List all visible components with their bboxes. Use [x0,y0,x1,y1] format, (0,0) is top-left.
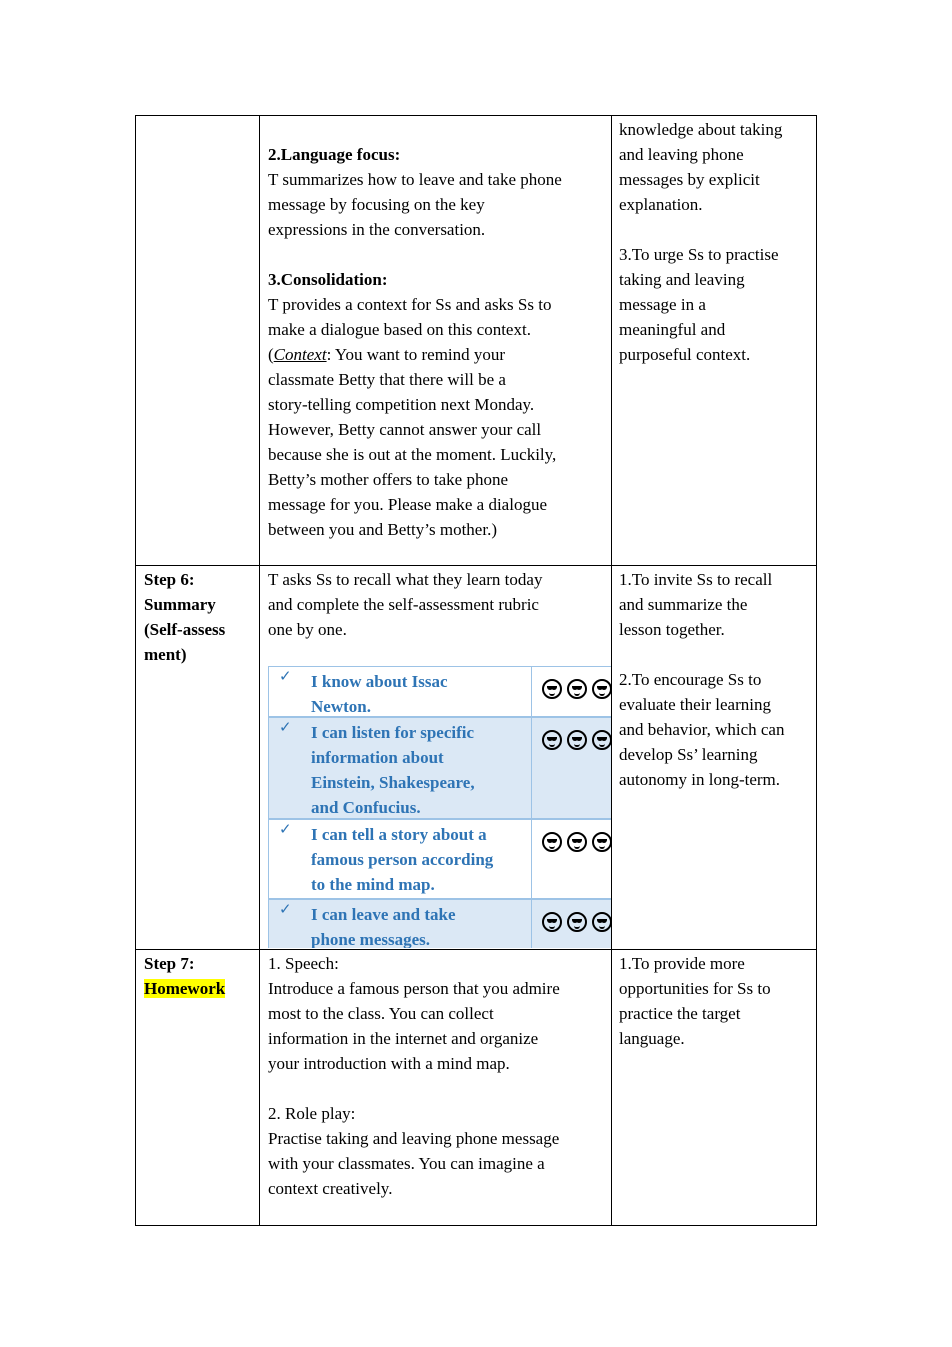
text-line: make a dialogue based on this context. [268,320,531,339]
rubric-statement [311,669,526,719]
step6-label [144,567,254,667]
sunglasses-face-icon[interactable] [542,832,562,852]
rubric-line: to the mind map. [311,875,435,894]
purpose-cell-row1 [619,117,811,367]
context-word: Context [273,345,327,364]
sunglasses-face-icon[interactable] [542,730,562,750]
rating-faces [542,679,611,699]
text-line: Practise taking and leaving phone message [268,1129,560,1148]
check-icon: ✓ [279,718,292,736]
step-title: Step 7: [144,954,195,973]
language-focus-heading: 2.Language focus: [268,145,401,164]
sunglasses-face-icon[interactable] [592,832,611,852]
text-line: 1.To provide more [619,954,745,973]
text-line: message for you. Please make a dialogue [268,495,547,514]
step7-label [144,951,254,1001]
text-line: because she is out at the moment. Luckily, [268,445,557,464]
rubric-row [268,666,611,717]
paren: ( [268,345,274,364]
rubric-statement [311,902,526,948]
rubric-line: I can tell a story about a [311,825,487,844]
text-line: between you and Betty’s mother.) [268,520,497,539]
sunglasses-face-icon[interactable] [592,679,611,699]
purpose-cell-row2 [619,567,811,792]
text-line: purposeful context. [619,345,751,364]
text-line: your introduction with a mind map. [268,1054,510,1073]
column-divider-1 [259,115,260,1226]
step-subtitle: (Self-assess [144,620,226,639]
text-line: one by one. [268,620,347,639]
rubric-row [268,899,611,948]
rating-faces [542,912,611,932]
rubric-row [268,819,611,899]
role-play-heading: 2. Role play: [268,1104,356,1123]
rubric-statement [311,822,526,897]
sunglasses-face-icon[interactable] [542,912,562,932]
check-icon: ✓ [279,900,292,918]
check-icon: ✓ [279,820,292,838]
rubric-line: famous person according [311,850,494,869]
row-divider-1 [135,565,817,566]
text-line: 2.To encourage Ss to [619,670,762,689]
sunglasses-face-icon[interactable] [592,912,611,932]
sunglasses-face-icon[interactable] [592,730,611,750]
step-title: Step 6: [144,570,195,589]
homework-highlight: Homework [144,979,226,998]
purpose-cell-row3 [619,951,811,1051]
rubric-line: and Confucius. [311,798,421,817]
context-rest: : You want to remind your [326,345,506,364]
text-line: information in the internet and organize [268,1029,539,1048]
text-line: Introduce a famous person that you admire [268,979,560,998]
rubric-row [268,717,611,819]
rating-faces [542,730,611,750]
text-line: T asks Ss to recall what they learn today [268,570,543,589]
text-line: with your classmates. You can imagine a [268,1154,545,1173]
text-line: expressions in the conversation. [268,220,486,239]
row-divider-2 [135,949,817,950]
step-subtitle: ment) [144,645,187,664]
text-line: opportunities for Ss to [619,979,771,998]
rubric-line: phone messages. [311,930,431,948]
text-line: knowledge about taking [619,120,783,139]
text-line: meaningful and [619,320,726,339]
text-line: message in a [619,295,706,314]
text-line: and complete the self-assessment rubric [268,595,539,614]
text-line: lesson together. [619,620,725,639]
text-line: evaluate their learning [619,695,771,714]
procedure-cell-row1 [268,142,608,542]
text-line: autonomy in long-term. [619,770,781,789]
text-line: story-telling competition next Monday. [268,395,535,414]
check-icon: ✓ [279,667,292,685]
rubric-line: Newton. [311,697,371,716]
text-line: and leaving phone [619,145,744,164]
text-line: 1.To invite Ss to recall [619,570,773,589]
column-divider-2 [611,115,612,1226]
text-line: and summarize the [619,595,748,614]
consolidation-heading: 3.Consolidation: [268,270,388,289]
rating-faces [542,832,611,852]
step-subtitle: Summary [144,595,216,614]
sunglasses-face-icon[interactable] [567,912,587,932]
text-line: classmate Betty that there will be a [268,370,506,389]
sunglasses-face-icon[interactable] [567,679,587,699]
lesson-plan-table [135,115,817,1226]
speech-heading: 1. Speech: [268,954,339,973]
text-line: However, Betty cannot answer your call [268,420,542,439]
rubric-statement [311,720,526,820]
rubric-line: information about [311,748,444,767]
text-line: most to the class. You can collect [268,1004,494,1023]
sunglasses-face-icon[interactable] [542,679,562,699]
text-line: messages by explicit [619,170,760,189]
text-line: context creatively. [268,1179,393,1198]
text-line: develop Ss’ learning [619,745,758,764]
context-line [268,342,608,367]
rubric-line: I can listen for specific [311,723,475,742]
text-line: language. [619,1029,685,1048]
text-line: T provides a context for Ss and asks Ss to [268,295,552,314]
rubric-line: I know about Issac [311,672,448,691]
rubric-line: I can leave and take [311,905,456,924]
sunglasses-face-icon[interactable] [567,730,587,750]
text-line: Betty’s mother offers to take phone [268,470,508,489]
text-line: 3.To urge Ss to practise [619,245,779,264]
text-line: explanation. [619,195,703,214]
text-line: practice the target [619,1004,741,1023]
text-line: message by focusing on the key [268,195,485,214]
text-line: taking and leaving [619,270,745,289]
self-assessment-rubric [268,666,611,948]
sunglasses-face-icon[interactable] [567,832,587,852]
procedure-cell-row3 [268,951,608,1201]
text-line: and behavior, which can [619,720,785,739]
text-line: T summarizes how to leave and take phone [268,170,562,189]
rubric-line: Einstein, Shakespeare, [311,773,475,792]
procedure-cell-row2 [268,567,608,642]
